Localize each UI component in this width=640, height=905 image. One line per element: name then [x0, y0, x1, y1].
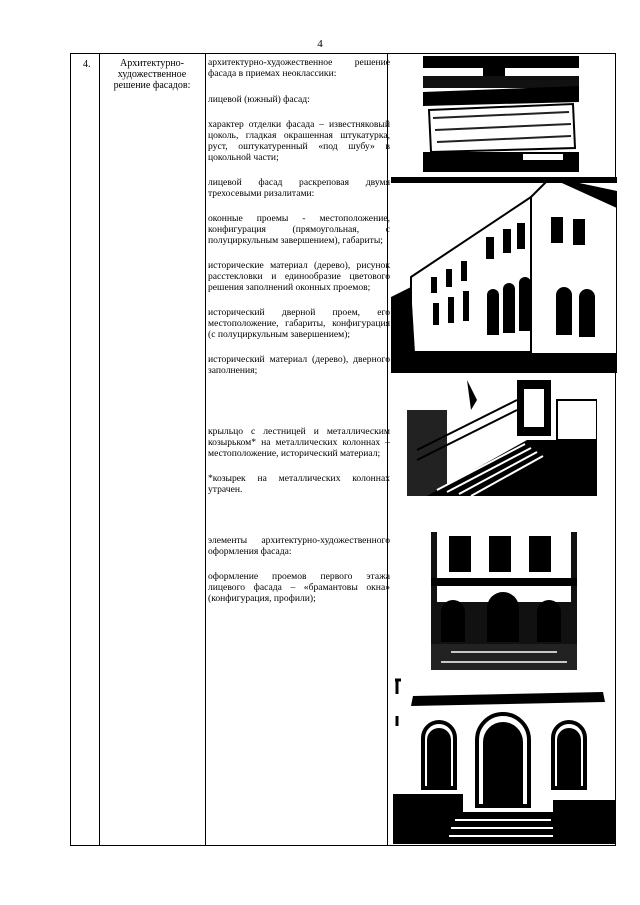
- paragraph: исторические материал (дерево), рисунок расстекловки и единообразие цветового решения заполнений оконных проемов;: [208, 260, 390, 293]
- page-number: 4: [317, 38, 323, 50]
- photo-porch-stairs: [407, 380, 597, 496]
- paragraph: лицевой (южный) фасад:: [208, 94, 310, 105]
- column-divider: [99, 54, 100, 845]
- paragraph: исторический материал (дерево), дверного заполнения;: [208, 354, 390, 376]
- photo-building-perspective: [391, 177, 617, 373]
- paragraph: исторический дверной проем, его местоположение, габариты, конфигурация (с полуциркульным завершением);: [208, 307, 390, 340]
- paragraph: крыльцо с лестницей и металлическим козырьком* на металлических колоннах – местоположение, исторический материал;: [208, 426, 390, 459]
- paragraph: оформление проемов первого этажа лицевого фасада – «брамантовы окна» (конфигурация, профили);: [208, 571, 390, 604]
- photo-bramante-windows: [393, 676, 615, 844]
- photo-facade-plinth: [423, 56, 579, 172]
- paragraph: оконные проемы - местоположение, конфигурация (прямоугольная, с полуциркульным завершением), габариты;: [208, 213, 390, 246]
- column-divider: [205, 54, 206, 845]
- paragraph: *козырек на металлических колоннах утрачен.: [208, 473, 390, 495]
- paragraph: лицевой фасад раскреповая двумя трехосевыми ризалитами:: [208, 177, 390, 199]
- paragraph: архитектурно-художественное решение фасада в приемах неоклассики:: [208, 57, 390, 79]
- row-title: Архитектурно-художественное решение фасадов:: [113, 58, 191, 91]
- photo-facade-entrance: [431, 532, 577, 670]
- paragraph: элементы архитектурно-художественного оформления фасада:: [208, 535, 390, 557]
- paragraph: характер отделки фасада – известняковый цоколь, гладкая окрашенная штукатурка, руст, оштукатуренный «под шубу» в цокольной части;: [208, 119, 390, 163]
- row-number: 4.: [83, 59, 91, 70]
- description-table: [70, 53, 616, 846]
- description-text: [208, 57, 390, 604]
